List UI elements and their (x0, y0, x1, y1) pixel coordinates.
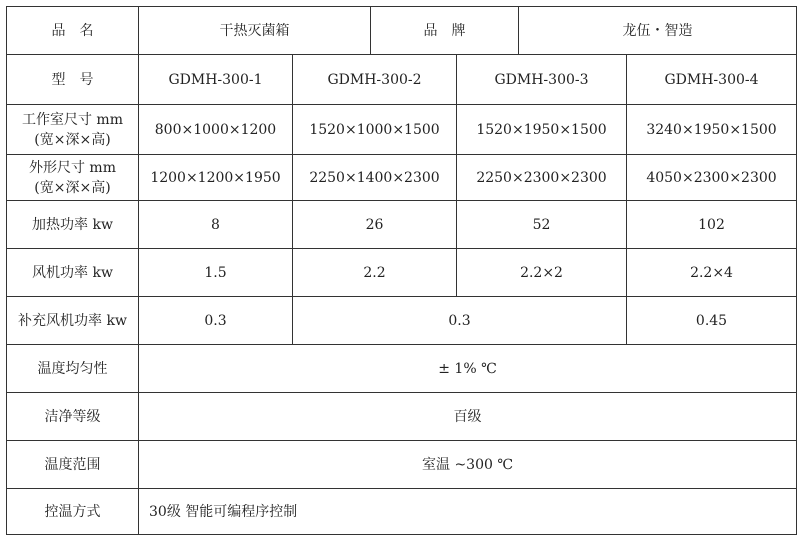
brand-value: 龙伍・智造 (519, 7, 797, 55)
chamber-size-value: 3240×1950×1500 (627, 105, 797, 155)
row-cleanliness (7, 393, 797, 441)
model-value: GDMH-300-4 (627, 55, 797, 105)
cleanliness-label: 洁净等级 (7, 393, 139, 441)
model-value: GDMH-300-2 (293, 55, 457, 105)
spec-table (6, 6, 797, 535)
row-product (7, 7, 797, 55)
row-heating-power (7, 201, 797, 249)
product-name-value: 干热灭菌箱 (139, 7, 371, 55)
row-temp-control (7, 489, 797, 535)
fan-power-value: 1.5 (139, 249, 293, 297)
temp-control-value: 30级 智能可编程序控制 (139, 489, 797, 535)
temp-range-value: 室温 ~300 ℃ (139, 441, 797, 489)
heating-power-label: 加热功率 kw (7, 201, 139, 249)
chamber-size-label-line2: (宽×深×高) (34, 131, 111, 148)
product-name-label: 品 名 (7, 7, 139, 55)
heating-power-value: 8 (139, 201, 293, 249)
supp-fan-power-value: 0.3 (139, 297, 293, 345)
temp-uniformity-value: ± 1% ℃ (139, 345, 797, 393)
chamber-size-label (7, 105, 139, 155)
heating-power-value: 102 (627, 201, 797, 249)
chamber-size-value: 800×1000×1200 (139, 105, 293, 155)
temp-control-label: 控温方式 (7, 489, 139, 535)
row-temp-uniformity (7, 345, 797, 393)
outer-size-value: 4050×2300×2300 (627, 155, 797, 201)
brand-label: 品 牌 (371, 7, 519, 55)
chamber-size-value: 1520×1950×1500 (457, 105, 627, 155)
supp-fan-power-label: 补充风机功率 kw (7, 297, 139, 345)
chamber-size-value: 1520×1000×1500 (293, 105, 457, 155)
fan-power-value: 2.2 (293, 249, 457, 297)
temp-range-label: 温度范围 (7, 441, 139, 489)
outer-size-label-line1: 外形尺寸 mm (28, 159, 116, 176)
model-value: GDMH-300-1 (139, 55, 293, 105)
row-outer-size (7, 155, 797, 201)
row-model (7, 55, 797, 105)
supp-fan-power-value: 0.45 (627, 297, 797, 345)
chamber-size-label-line1: 工作室尺寸 mm (21, 111, 123, 128)
cleanliness-value: 百级 (139, 393, 797, 441)
fan-power-label: 风机功率 kw (7, 249, 139, 297)
temp-uniformity-label: 温度均匀性 (7, 345, 139, 393)
outer-size-label (7, 155, 139, 201)
model-value: GDMH-300-3 (457, 55, 627, 105)
outer-size-label-line2: (宽×深×高) (34, 179, 111, 196)
outer-size-value: 2250×1400×2300 (293, 155, 457, 201)
heating-power-value: 26 (293, 201, 457, 249)
row-temp-range (7, 441, 797, 489)
outer-size-value: 2250×2300×2300 (457, 155, 627, 201)
supp-fan-power-value: 0.3 (293, 297, 627, 345)
row-fan-power (7, 249, 797, 297)
model-label: 型 号 (7, 55, 139, 105)
outer-size-value: 1200×1200×1950 (139, 155, 293, 201)
row-chamber-size (7, 105, 797, 155)
heating-power-value: 52 (457, 201, 627, 249)
fan-power-value: 2.2×4 (627, 249, 797, 297)
row-supp-fan-power (7, 297, 797, 345)
fan-power-value: 2.2×2 (457, 249, 627, 297)
